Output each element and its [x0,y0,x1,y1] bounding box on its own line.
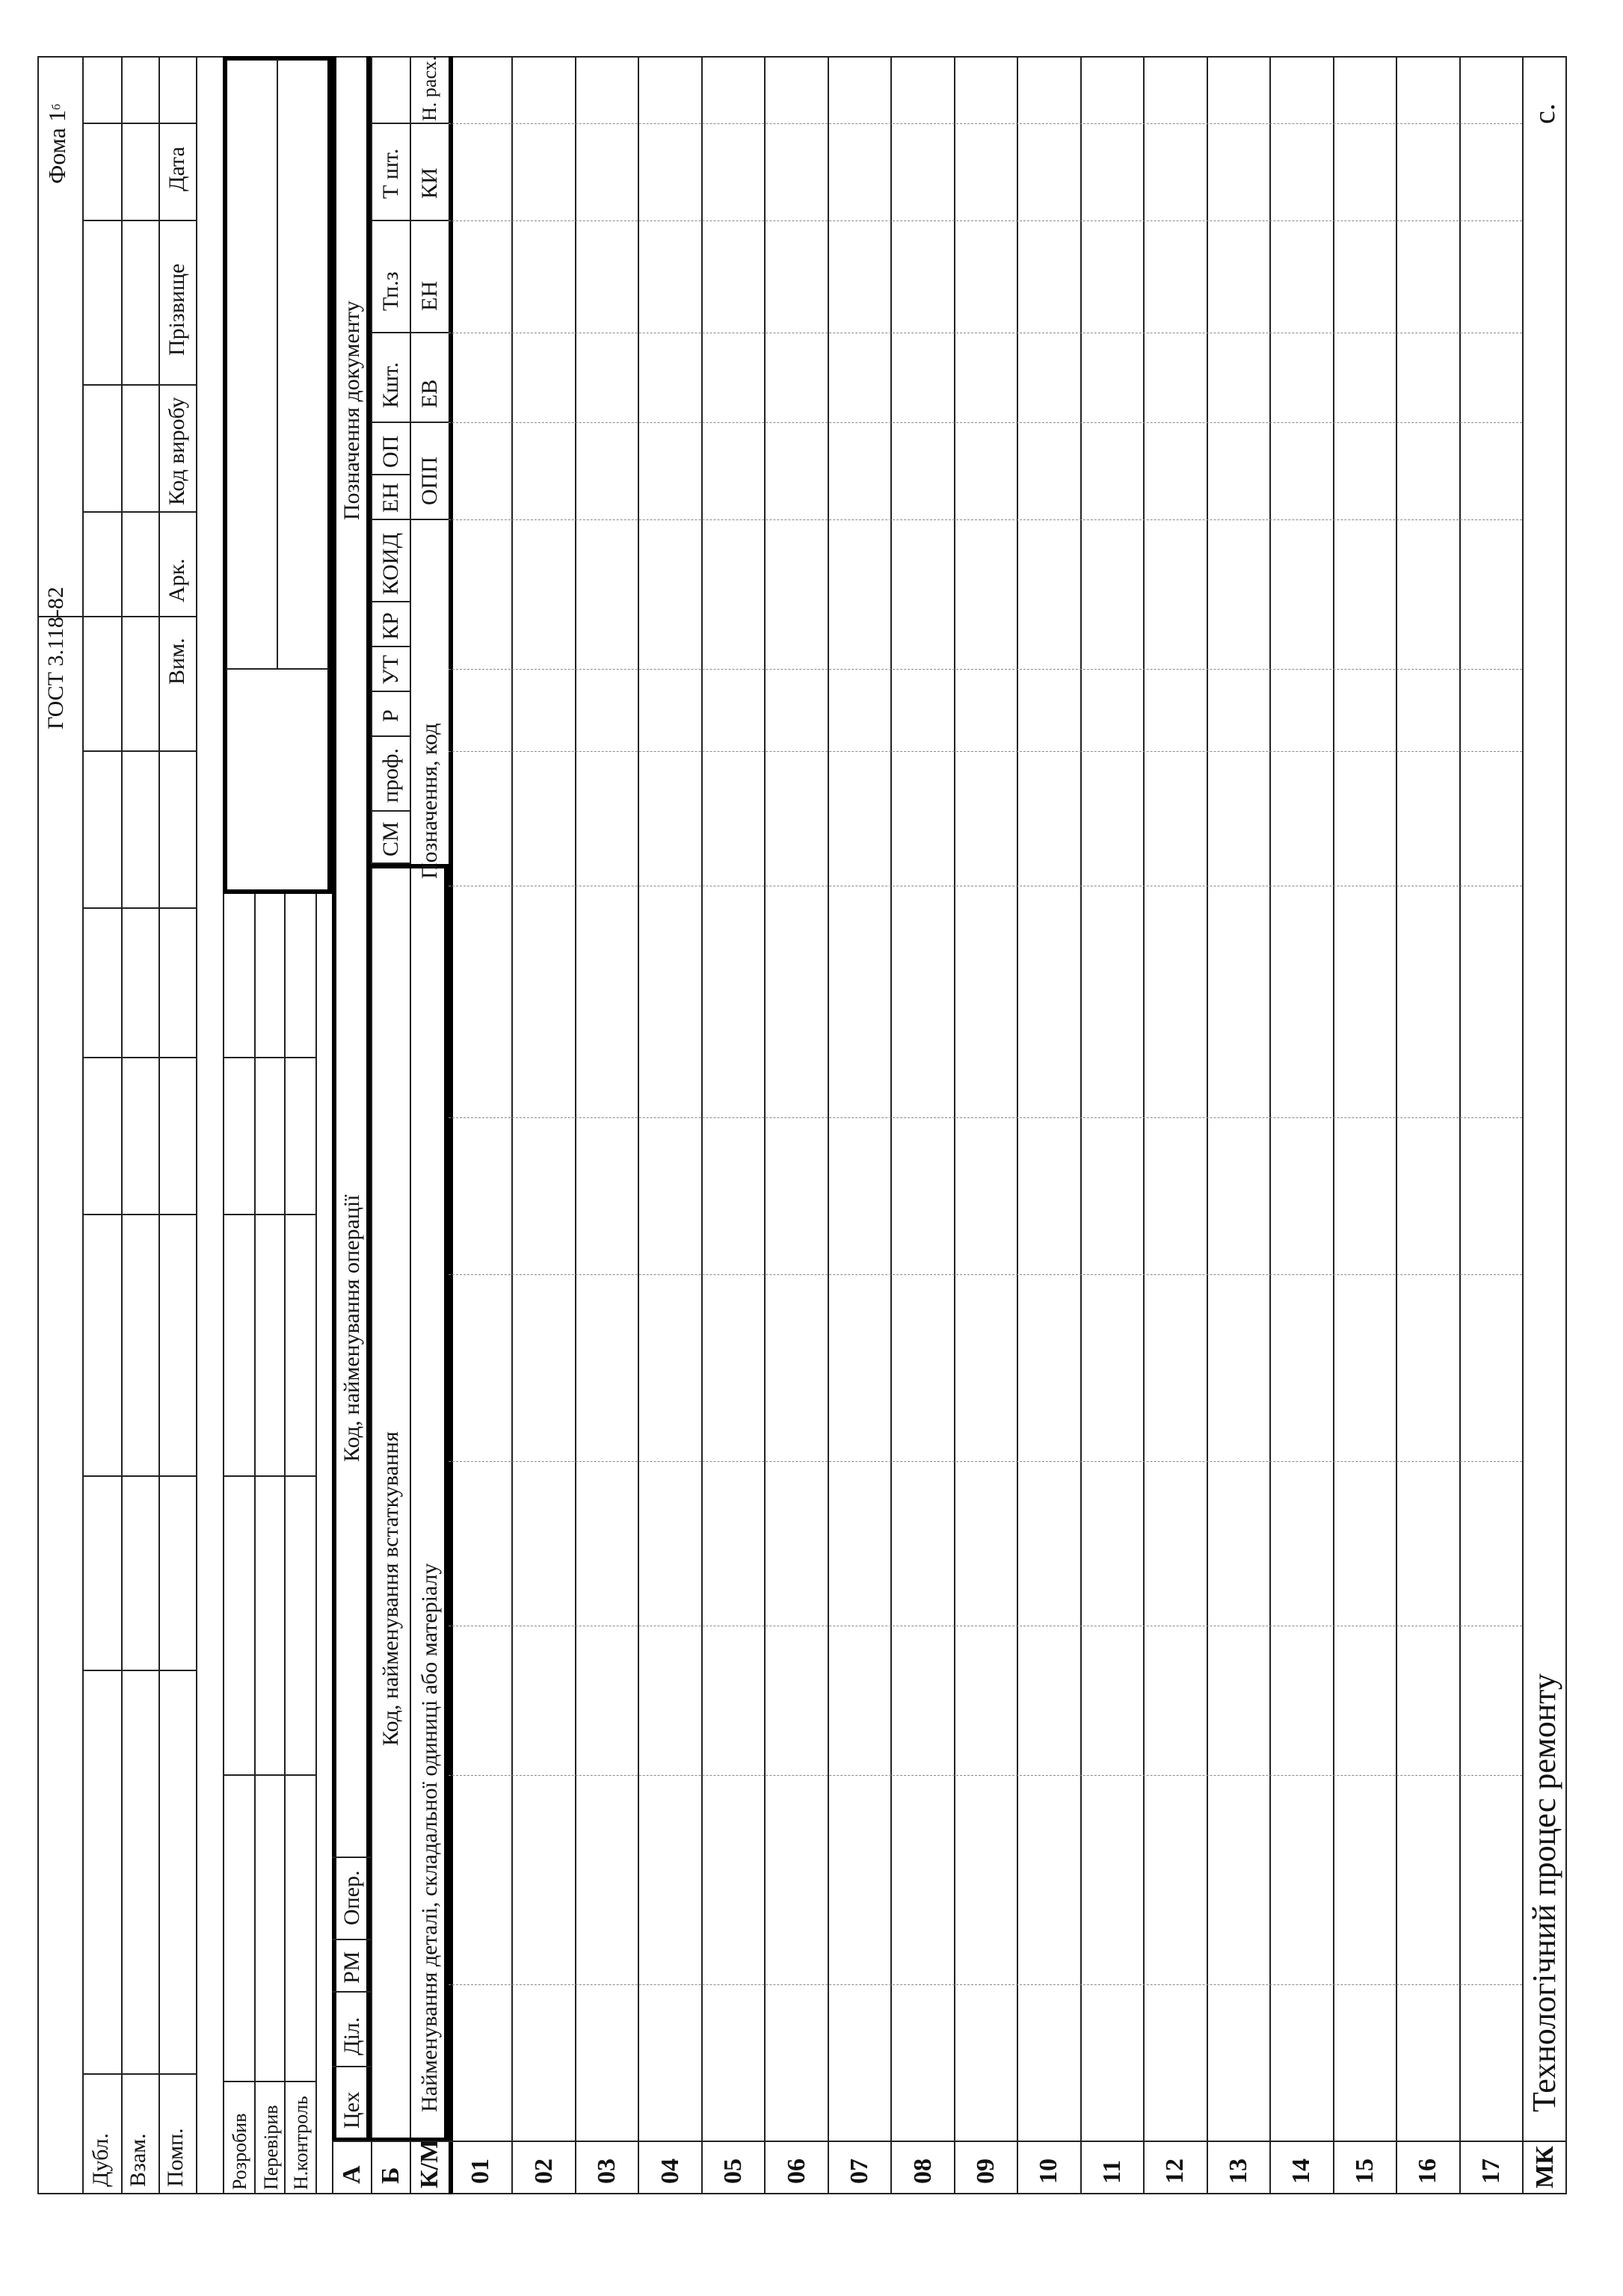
row-b-tsht: Т шт. [378,148,403,199]
signature-line [284,894,286,2194]
signature-separator [223,1774,315,1776]
line-entry-cell[interactable] [1018,58,1078,2141]
row-km-en: ЕН [417,281,442,311]
approval-pomp: Помп. [163,2128,188,2187]
row-a-separator [332,1939,371,1940]
row-code-a: А [338,2165,366,2184]
line-entry-cell[interactable] [955,58,1015,2141]
line-entry-cell[interactable] [513,58,573,2141]
line-entry-cell[interactable] [1082,58,1142,2141]
line-entry-cell[interactable] [766,58,825,2141]
form-number: Фома $1^б$ [43,103,70,184]
signature-separator [223,1475,315,1477]
guide-line [449,220,1522,221]
row-b-tpz: Тп.з [378,271,403,311]
row-a-doc: Позначення документу [339,300,364,520]
approval-separator [82,384,196,386]
row-b-prof: проф. [378,748,403,803]
guide-line [449,1274,1522,1275]
row-b-separator [371,601,410,602]
approval-separator [82,1214,196,1215]
row-code-km: К/М [416,2138,443,2188]
line-entry-cell[interactable] [1145,58,1204,2141]
approval-separator [82,511,196,513]
line-entry-cell[interactable] [1397,58,1457,2141]
approval-line [121,56,123,2194]
approval-separator [37,616,196,617]
row-b-separator [371,220,410,221]
approval-separator [82,1475,196,1477]
row-km-separator [410,422,449,423]
row-b-separator [371,474,410,475]
row-km-ki: КИ [417,167,442,199]
line-number: 14 [1287,2158,1316,2184]
row-b-separator [371,123,410,124]
row-b-koid: КОИД [378,532,403,595]
row-km-separator [410,519,449,520]
row-b-r: Р [378,709,403,722]
line-entry-cell[interactable] [1461,58,1521,2141]
approval-separator [82,1670,196,1671]
row-b-separator [371,519,410,520]
row-km-designation: Позначення, код [417,723,442,879]
signature-separator [223,1057,315,1058]
row-km-separator [410,220,449,221]
row-code-b: Б [377,2167,404,2184]
line-entry-cell[interactable] [1271,58,1331,2141]
line-number: 10 [1035,2158,1063,2184]
row-b-op: ОП [378,435,403,468]
footer-top [1522,56,1524,2194]
line-entry-cell[interactable] [1208,58,1268,2141]
row-km-separator [410,123,449,124]
signature-separator [223,2081,315,2082]
col-kod-vyrobu: Код виробу [164,397,189,505]
row-b-separator [371,646,410,647]
guide-line [449,422,1522,423]
line-number: 05 [719,2158,748,2184]
line-number: 09 [972,2158,1000,2184]
signature-line [315,894,317,2194]
row-km-nrash: Н. расх. [419,55,440,121]
row-a-separator [332,1991,371,1993]
approval-separator [82,2073,196,2075]
row-b-sm: СМ [378,821,403,857]
guide-line [449,1461,1522,1462]
row-a-separator [332,1857,371,1858]
row-km-opp: ОПП [417,457,442,505]
approval-separator [82,750,196,752]
row-a-tsekh: Цех [339,2091,364,2129]
guide-line [449,123,1522,124]
line-number: 06 [782,2158,810,2184]
doc-box-separator [277,59,278,670]
row-km-separator [410,332,449,333]
line-entry-cell[interactable] [1334,58,1394,2141]
line-entry-cell[interactable] [703,58,763,2141]
sig-rozrobyv: Розробив [229,2113,250,2190]
line-number: 16 [1414,2158,1442,2184]
standard-label: ГОСТ 3.118-82 [43,587,68,729]
route-card-form [37,56,1567,2194]
row-a-oper: Опер. [339,1870,364,1925]
approval-separator [82,1057,196,1058]
line-number: 12 [1161,2158,1189,2184]
guide-line [449,519,1522,520]
approval-vzam: Взам. [126,2133,150,2187]
line-number: 07 [846,2158,874,2184]
line-number: 04 [656,2158,684,2184]
row-b-separator [371,422,410,423]
row-a-separator [332,2066,371,2067]
line-number: 08 [908,2158,937,2184]
line-number: 11 [1097,2159,1126,2184]
footer-separator [1522,2141,1567,2142]
col-prizvyshche: Прізвище [164,263,189,356]
footer-title: Технологічний процес ремонту [1526,1673,1562,2112]
row-b-name: Код, найменування встаткування [378,1431,403,1746]
line-number: 01 [466,2158,495,2184]
guide-line [449,1117,1522,1118]
approval-separator [82,123,196,124]
guide-line [449,669,1522,670]
line-entry-cell[interactable] [892,58,952,2141]
approval-line [158,56,160,2194]
guide-line [449,1775,1522,1776]
line-number: 15 [1350,2158,1379,2184]
guide-line [449,1984,1522,1985]
row-b-separator [371,691,410,692]
guide-line [449,751,1522,752]
row-b-ut: УТ [378,655,403,685]
row-a-name: Код, найменування операції [339,1194,364,1462]
line-number: 02 [529,2158,558,2184]
col-vim: Вим. [164,638,189,685]
footer-code: МК [1531,2146,1559,2188]
signature-line [254,894,256,2194]
line-entry-cell[interactable] [829,58,889,2141]
code-column-separator [332,2141,1522,2142]
approval-separator [82,907,196,909]
signature-separator [223,1214,315,1215]
line-entry-cell[interactable] [576,58,636,2141]
row-b-en: ЕН [378,483,403,513]
row-b-separator [371,332,410,333]
col-ark: Арк. [164,558,189,602]
approval-dubl: Дубл. [88,2132,113,2187]
approval-line [82,56,84,2194]
row-b-kr: КР [378,612,403,640]
row-a-rm: РМ [339,1951,364,1984]
row-a-dil: Діл. [339,2016,364,2055]
line-entry-cell[interactable] [639,58,699,2141]
line-entry-cell[interactable] [450,58,510,2141]
line-number: 13 [1224,2158,1252,2184]
line-number: 03 [593,2158,621,2184]
row-km-name: Найменування деталі, складальної одиниці або матеріалу [417,1563,442,2112]
approval-line [196,56,197,2194]
col-data: Дата [164,146,189,191]
row-b-ksht: Кшт. [378,362,403,408]
footer-page-label: с. [1527,103,1561,124]
line-number: 17 [1476,2158,1505,2184]
sig-nkontrol: Н.контроль [290,2096,312,2190]
sig-perevirv: Перевірив [260,2105,282,2190]
row-km-ev: ЕВ [417,379,442,408]
row-b-separator [371,735,410,737]
approval-separator [82,220,196,221]
row-b-separator [371,810,410,812]
